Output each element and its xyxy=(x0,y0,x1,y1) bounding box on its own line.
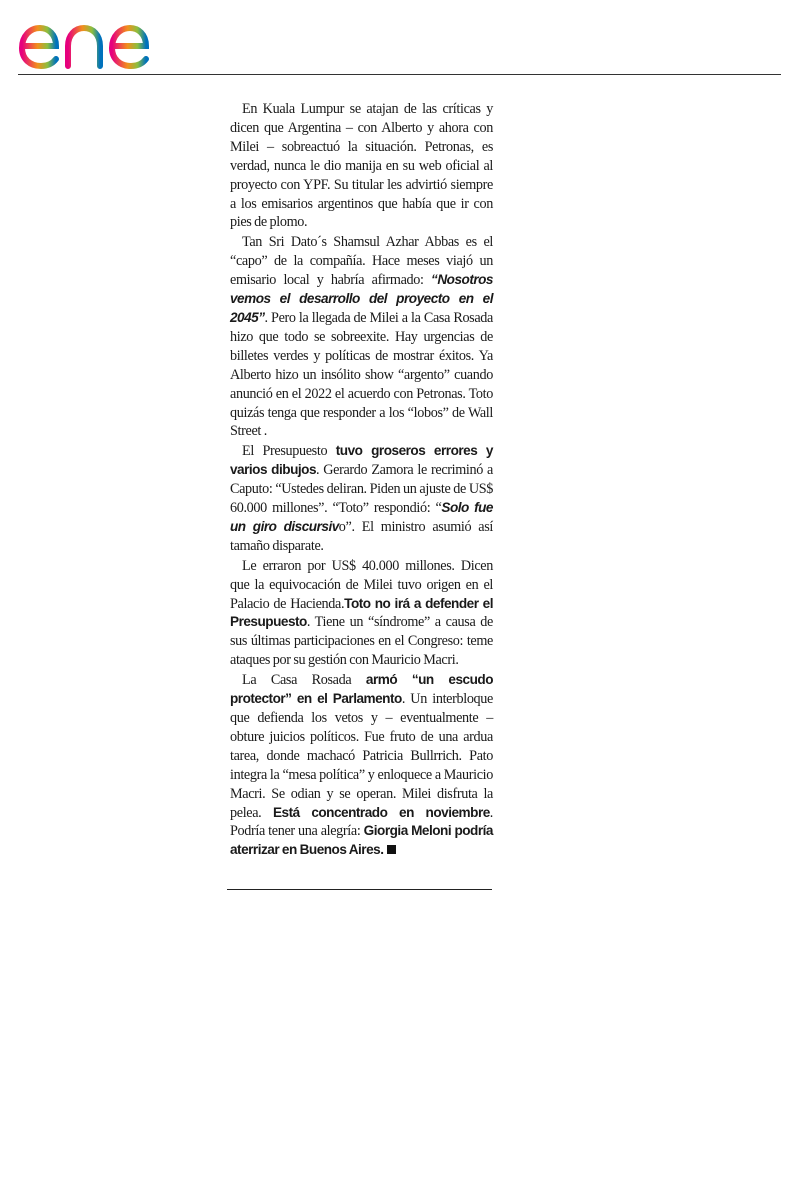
header-divider xyxy=(18,74,781,75)
emphasis-quote: “Nosotros vemos el desarrollo del proyecto en el 2045” xyxy=(230,272,493,325)
end-of-article-mark xyxy=(387,845,396,854)
article-column xyxy=(230,100,493,860)
emphasis-meloni: Giorgia Meloni podría aterrizar en Buenos Aires. xyxy=(230,823,493,858)
emphasis-noviembre: Está concentrado en noviembre xyxy=(272,804,490,820)
paragraph-2: Tan Sri Dato´s Shamsul Azhar Abbas es el “capo” de la compañía. Hace meses viajó un emisario local y habría afirmado: “Nosotros vemos el desarrollo del proyecto en el 2045”. Pero la llegada de Milei a la Casa Rosada hizo que todo se sobreexite. Hay urgencias de billetes verdes y políticas de mostrar éxitos. Ya Alberto hizo un insólito show “argento” cuando anunció en el 2022 el acuerdo con Petronas. Toto quizás tenga que responder a los “lobos” de Wall Street . xyxy=(230,234,493,440)
enel-logo xyxy=(16,8,181,70)
paragraph-1: En Kuala Lumpur se atajan de las críticas y dicen que Argentina – con Alberto y ahora con Milei – sobreactuó la situación. Petronas, es verdad, nunca le dio manija en su web oficial al proyecto con YPF. Su titular les advirtió siempre a los emisarios argentinos que había que ir con pies de plomo. xyxy=(230,101,493,231)
emphasis-errors: tuvo groseros errores y varios dibujos xyxy=(230,443,493,478)
emphasis-presupuesto: Toto no irá a defender el Presupuesto xyxy=(230,595,493,630)
emphasis-escudo: armó “un escudo protector” en el Parlamento xyxy=(230,672,493,707)
paragraph-5: La Casa Rosada armó “un escudo protector” en el Parlamento. Un interbloque que defienda los vetos y – eventualmente – obture juicios políticos. Fue fruto de una ardua tarea, donde machacó Patricia Bullrrich. Pato integra la “mesa política” y enloquece a Mauricio Macri. Se odian y se operan. Milei disfruta la pelea. Está concentrado en noviembre. Podría tener una alegría: Giorgia Meloni podría aterrizar en Buenos Aires. xyxy=(230,672,493,858)
paragraph-4: Le erraron por US$ 40.000 millones. Dicen que la equivocación de Milei tuvo origen en el Palacio de Hacienda.Toto no irá a defender el Presupuesto. Tiene un “síndrome” a causa de sus últimas participaciones en el Congreso: teme ataques por su gestión con Mauricio Macri. xyxy=(230,557,493,669)
column-end-divider xyxy=(227,889,492,890)
paragraph-3: El Presupuesto tuvo groseros errores y varios dibujos. Gerardo Zamora le recriminó a Caputo: “Ustedes deliran. Piden un ajuste de US$ 60.000 millones”. “Toto” respondió: “Solo fue un giro discursivo”. El ministro asumió así tamaño disparate. xyxy=(230,443,493,554)
emphasis-giro: Solo fue un giro discursiv xyxy=(230,500,493,534)
enel-logo-mark xyxy=(16,8,181,70)
